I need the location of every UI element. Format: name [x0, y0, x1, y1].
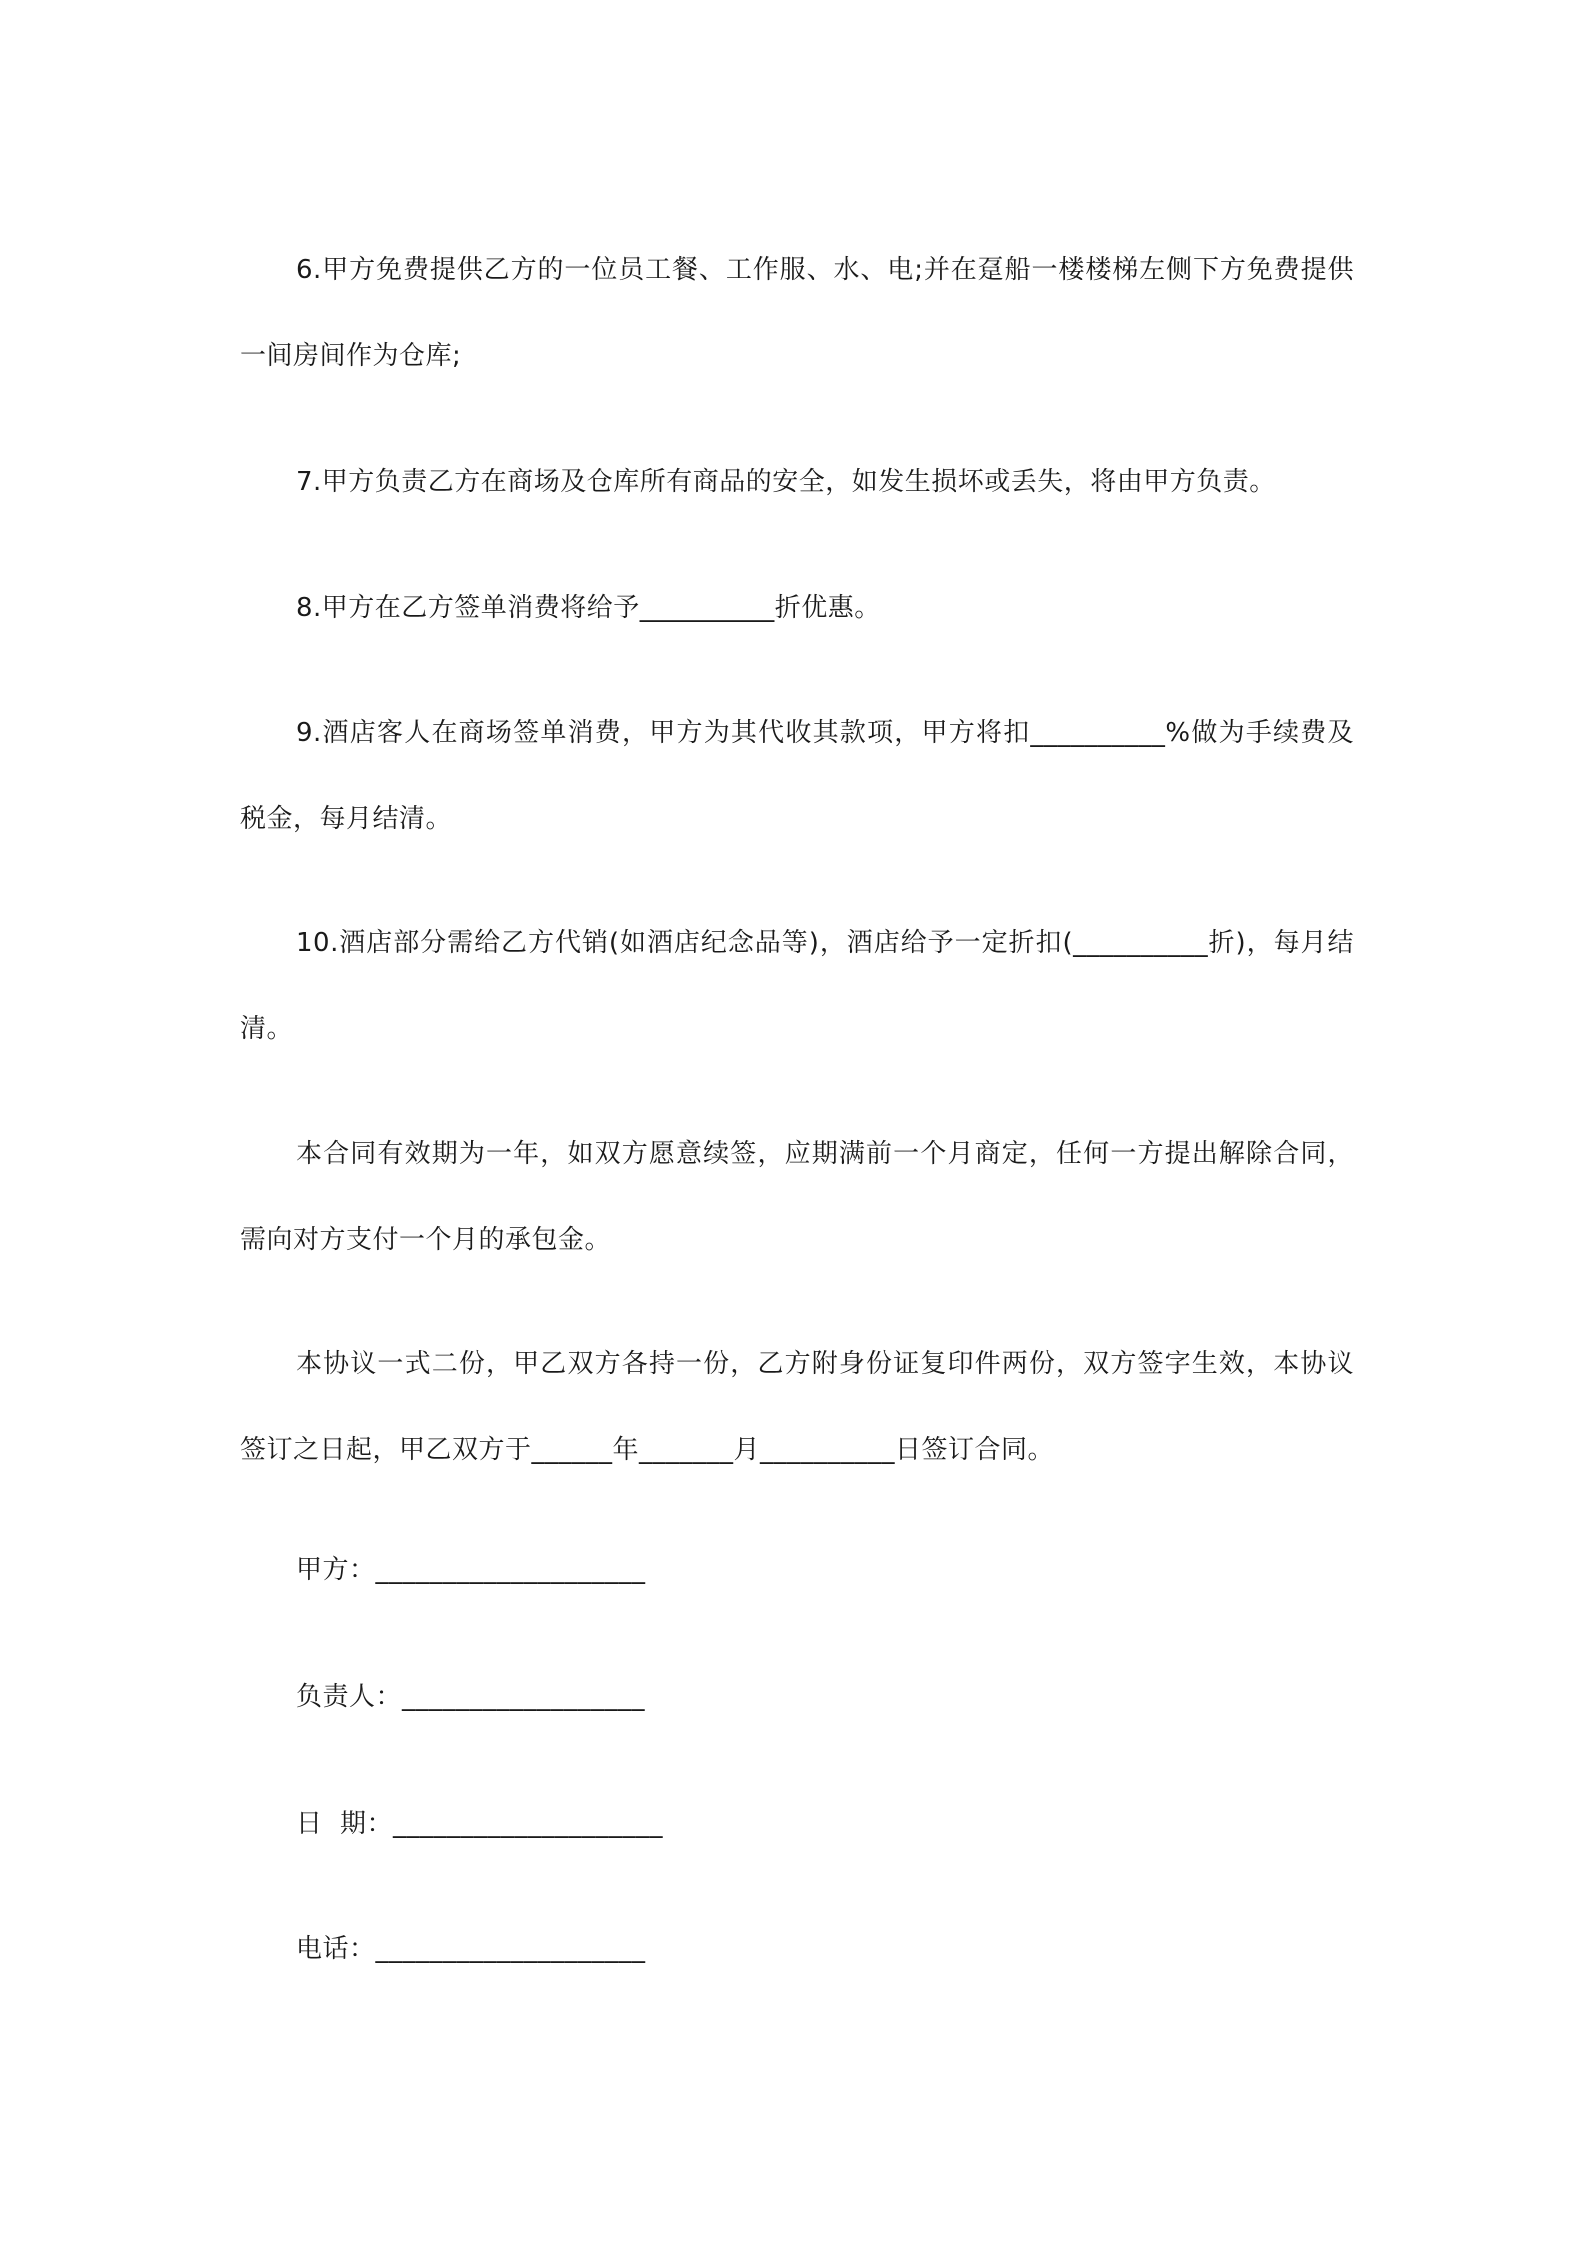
date-signature-line: 日 期：____________________ — [296, 1809, 664, 1839]
copies-paragraph: 本协议一式二份，甲乙双方各持一份，乙方附身份证复印件两份，双方签字生效，本协议签订之日起，甲乙双方于______年_______月__________日签订合同。 — [240, 1349, 1354, 1465]
clause-10: 10.酒店部分需给乙方代销(如酒店纪念品等)，酒店给予一定折扣(__________折)，每月结清。 — [240, 928, 1354, 1044]
party-a-signature-line: 甲方：____________________ — [296, 1555, 646, 1585]
person-in-charge-signature-line: 负责人：__________________ — [296, 1682, 646, 1712]
validity-paragraph: 本合同有效期为一年，如双方愿意续签，应期满前一个月商定，任何一方提出解除合同，需向对方支付一个月的承包金。 — [240, 1139, 1354, 1255]
clause-7: 7.甲方负责乙方在商场及仓库所有商品的安全，如发生损坏或丢失，将由甲方负责。 — [296, 467, 1276, 497]
phone-signature-line: 电话：____________________ — [296, 1934, 646, 1964]
clause-8: 8.甲方在乙方签单消费将给予__________折优惠。 — [296, 593, 881, 623]
clause-9: 9.酒店客人在商场签单消费，甲方为其代收其款项，甲方将扣__________%做为手续费及税金，每月结清。 — [240, 718, 1354, 834]
clause-6: 6.甲方免费提供乙方的一位员工餐、工作服、水、电;并在趸船一楼楼梯左侧下方免费提供一间房间作为仓库; — [240, 255, 1354, 371]
